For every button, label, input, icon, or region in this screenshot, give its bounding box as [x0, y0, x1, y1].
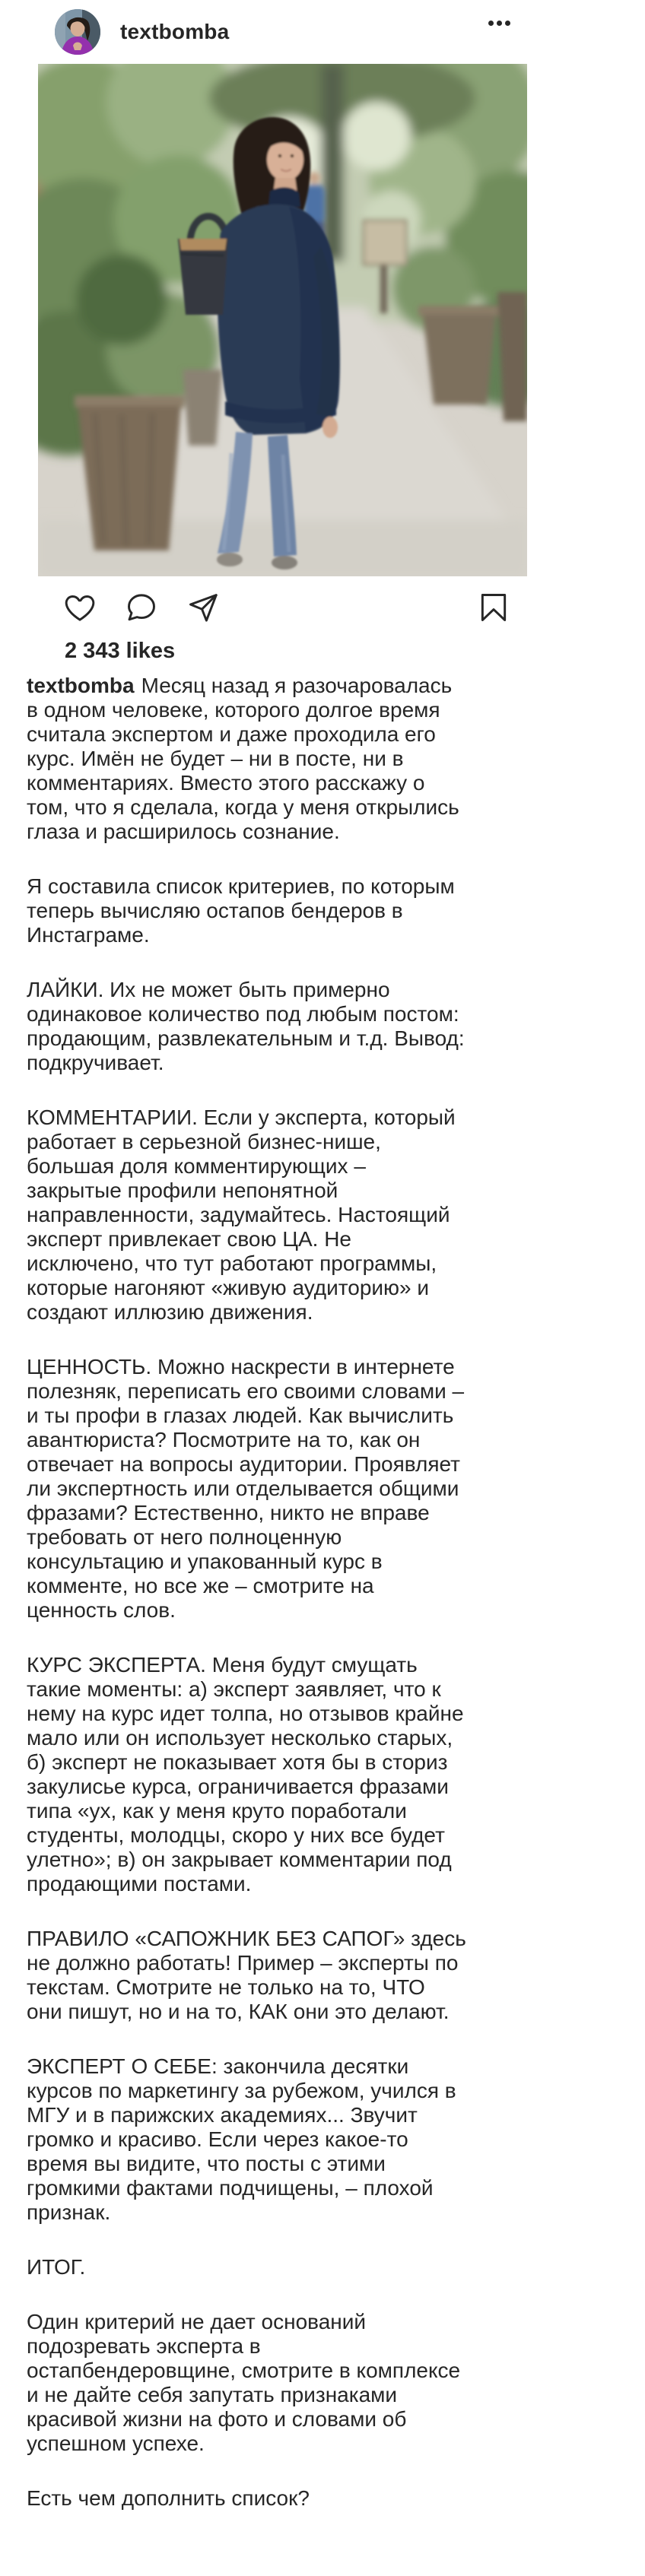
caption-paragraph: ЛАЙКИ. Их не может быть примерно одинаковое количество под любым постом: продающим, развлекательным и т.д. Вывод: подкручивает.	[27, 978, 465, 1074]
save-button[interactable]	[477, 591, 510, 624]
caption-paragraph: ИТОГ.	[27, 2255, 86, 2279]
paper-plane-icon	[186, 591, 220, 624]
caption-paragraph: Есть чем дополнить список?	[27, 2486, 310, 2510]
ellipsis-icon	[497, 21, 502, 26]
action-bar	[38, 576, 527, 639]
caption-paragraph: ЦЕННОСТЬ. Можно наскрести в интернете полезняк, переписать его своими словами – и ты профи в глазах людей. Как вычислить авантюриста? Посмотрите на то, как он отвечает на вопросы аудитории. Проявляет ли экспертность или отделывается общими фразами? Естественно, никто не вправе требовать от него полноценную консультацию и упакованный курс в комменте, но все же – смотрите на ценность слов.	[27, 1355, 465, 1622]
post-photo[interactable]	[38, 64, 527, 576]
caption-paragraph: Один критерий не дает оснований подозревать эксперта в остапбендеровщине, смотрите в комплексе и не дайте себя запутать признаками красивой жизни на фото и словами об успешном успехе.	[27, 2310, 461, 2455]
likes-count[interactable]: 2 343 likes	[65, 639, 176, 663]
caption-paragraph: ПРАВИЛО «САПОЖНИК БЕЗ САПОГ» здесь не должно работать! Пример – эксперты по текстам. Смотрите не только на то, ЧТО они пишут, но и на то, КАК они это делают.	[27, 1927, 466, 2023]
caption	[27, 674, 466, 2511]
comment-icon	[125, 591, 158, 624]
post-header	[38, 0, 527, 64]
caption-paragraph: Я составила список критериев, по которым теперь вычисляю остапов бендеров в Инстаграме.	[27, 874, 455, 947]
comment-button[interactable]	[125, 591, 158, 624]
caption-paragraph: КОММЕНТАРИИ. Если у эксперта, который работает в серьезной бизнес-нише, большая доля комментирующих – закрытые профили непонятной направленности, задумайтесь. Настоящий эксперт привлекает свою ЦА. Не исключено, что тут работают программы, которые нагоняют «живую аудиторию» и создают иллюзию движения.	[27, 1106, 456, 1324]
avatar[interactable]	[55, 9, 100, 55]
caption-paragraph	[27, 674, 466, 844]
ellipsis-icon	[505, 21, 510, 26]
caption-text: Месяц назад я разочаровалась в одном человеке, которого долгое время считала экспертом и даже проходила его курс. Имён не будет – ни в посте, ни в комментариях. Вместо этого расскажу о том, что я сделала, когда у меня открылись глаза и расширилось сознание.	[27, 674, 459, 843]
ellipsis-icon	[488, 21, 494, 26]
bookmark-icon	[477, 591, 510, 624]
caption-paragraph: КУРС ЭКСПЕРТА. Меня будут смущать такие моменты: а) эксперт заявляет, что к нему на курс идет толпа, но отзывов крайне мало или он использует несколько старых, б) эксперт не показывает хотя бы в сториз закулисье курса, ограничивается фразами типа «ух, как у меня круто поработали студенты, молодцы, скоро у них все будет улетно»; в) он закрывает комментарии под продающими постами.	[27, 1653, 464, 1896]
caption-username[interactable]: textbomba	[27, 674, 135, 697]
heart-icon	[63, 591, 97, 624]
more-options-button[interactable]	[482, 14, 516, 32]
share-button[interactable]	[186, 591, 220, 624]
header-username[interactable]: textbomba	[120, 20, 230, 43]
photo-image	[38, 64, 527, 576]
caption-paragraph: ЭКСПЕРТ О СЕБЕ: закончила десятки курсов по маркетингу за рубежом, учился в МГУ и в парижских академиях... Звучит громко и красиво. Если через какое-то время вы видите, что посты с этими громкими фактами подчищены, – плохой признак.	[27, 2054, 456, 2224]
like-button[interactable]	[63, 591, 97, 624]
avatar-image	[55, 9, 100, 55]
